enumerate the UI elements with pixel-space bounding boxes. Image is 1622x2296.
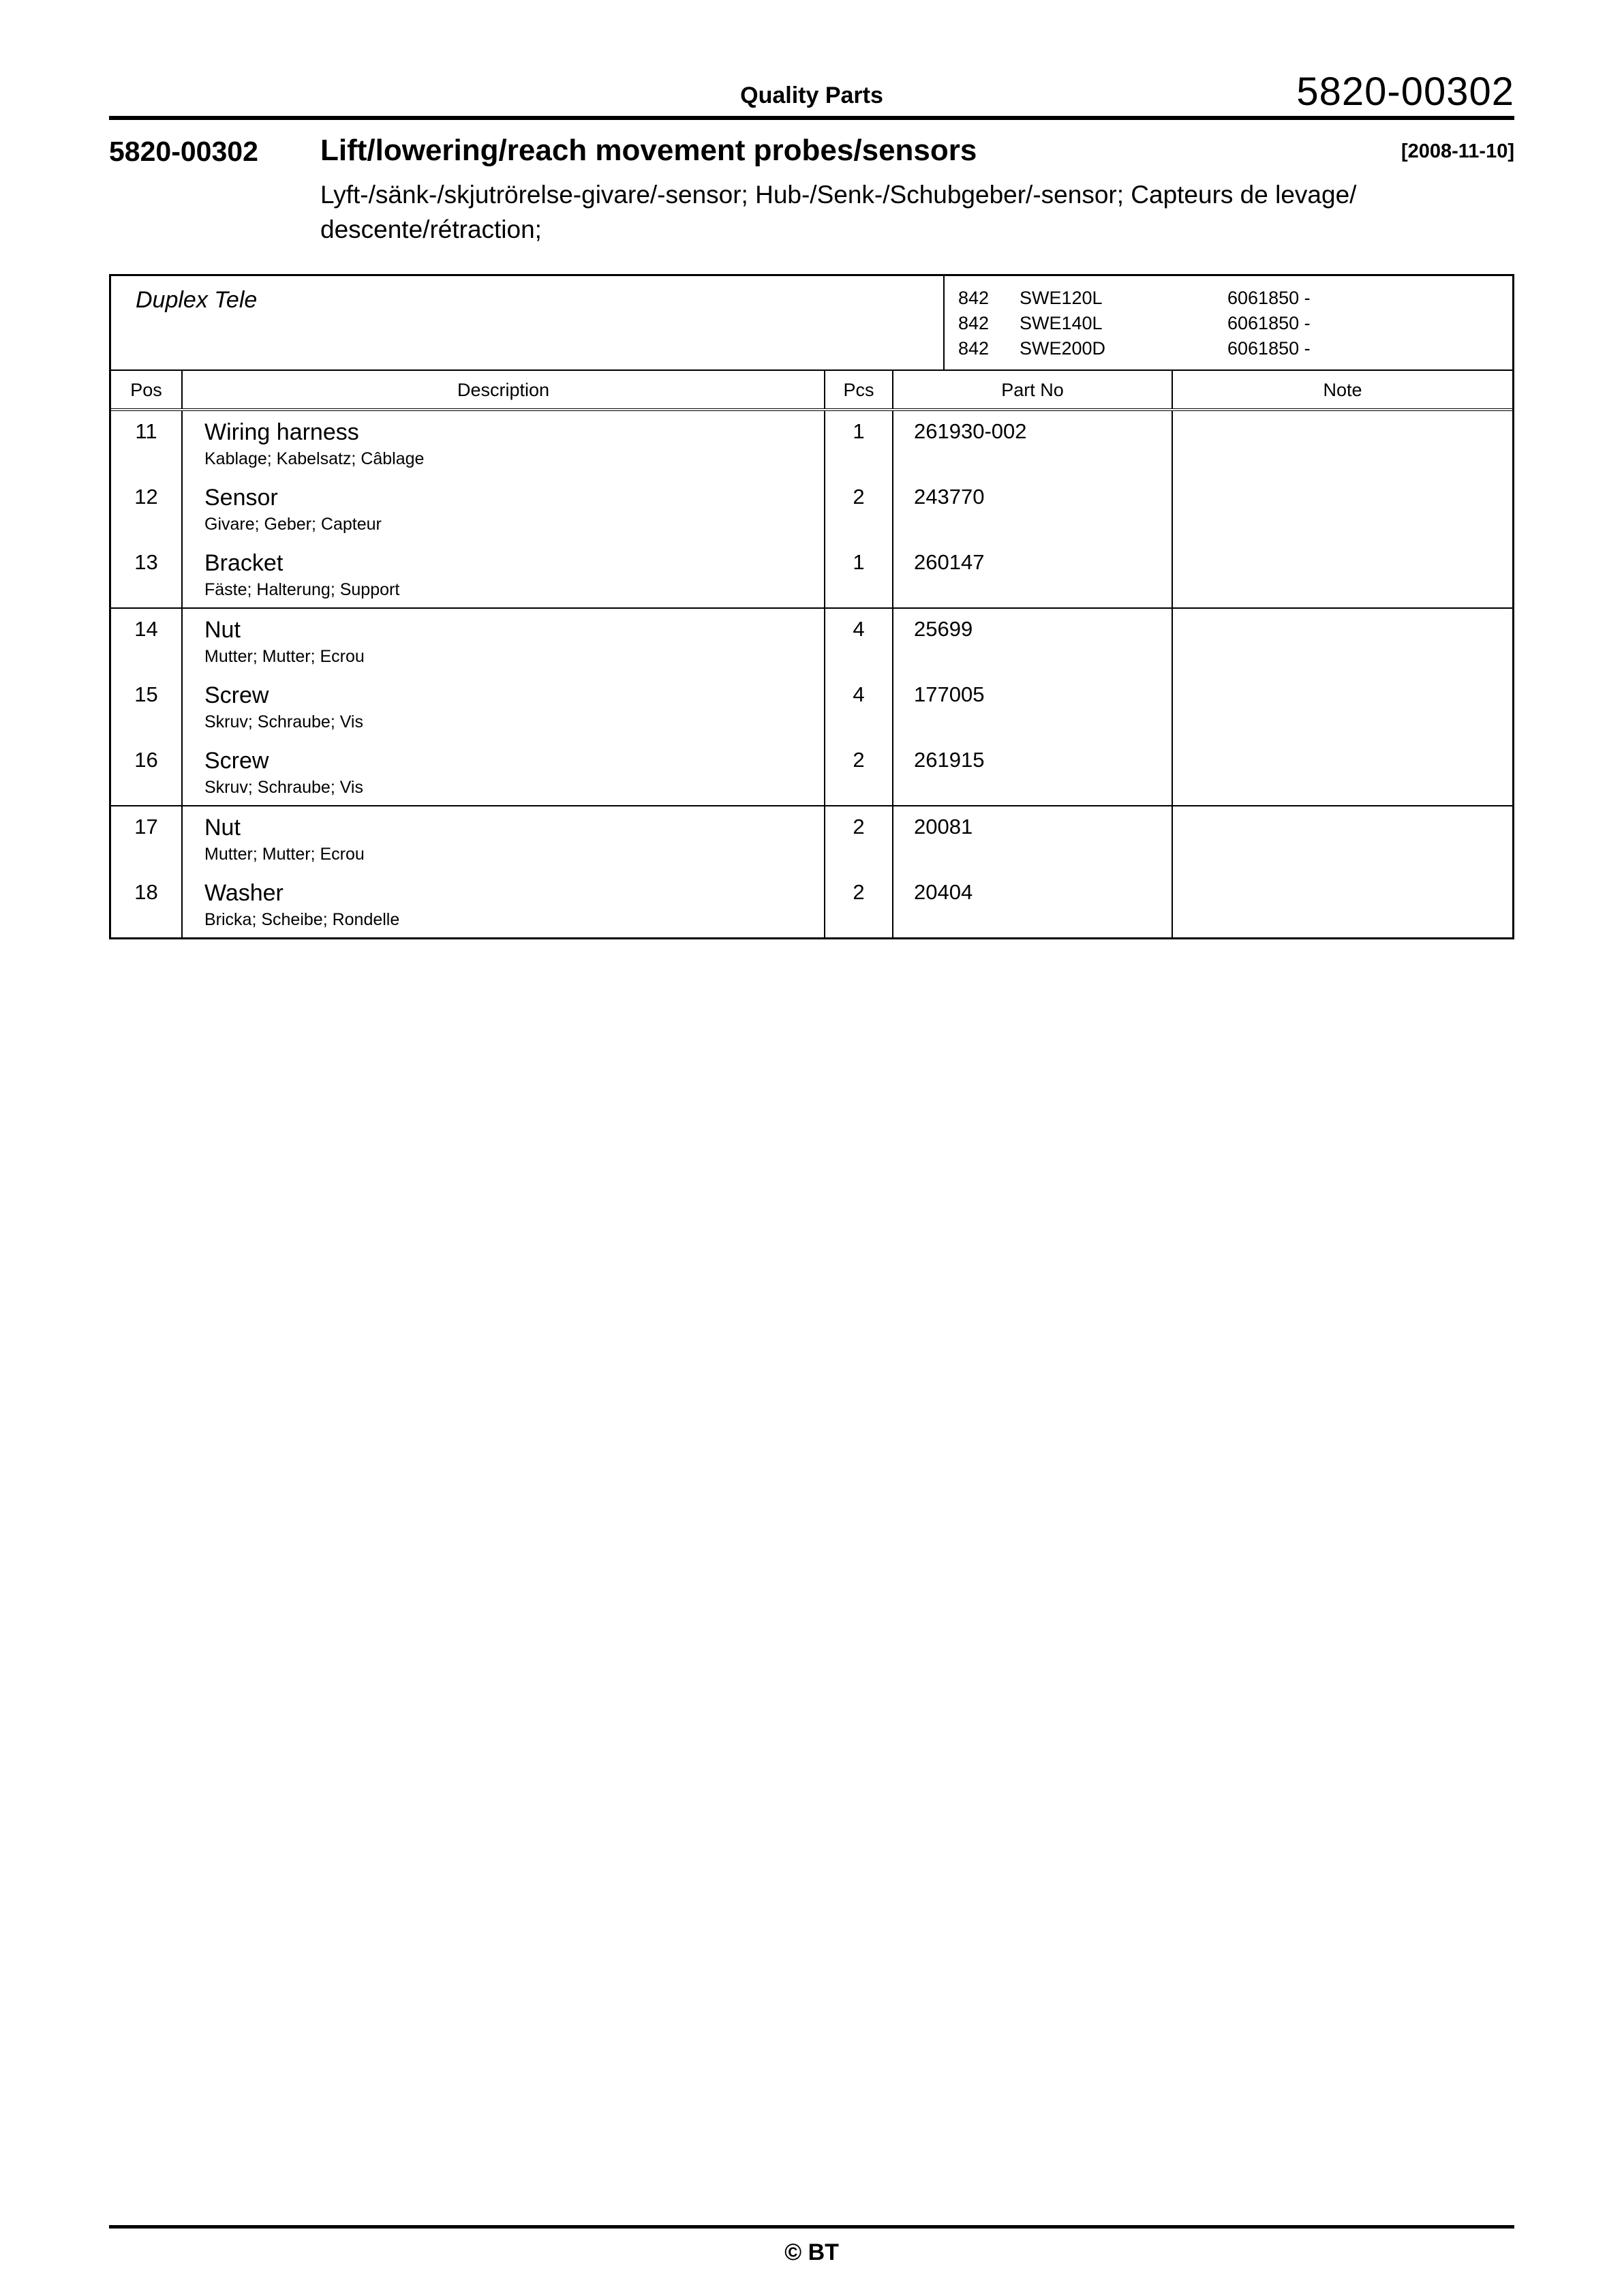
description-text: Wiring harness [204, 419, 359, 446]
title-row [320, 134, 1514, 168]
column-header-description: Description [183, 371, 825, 408]
description-translations: Fäste; Halterung; Support [204, 580, 400, 600]
model-applicability-box [111, 276, 1512, 371]
model-code: 842 [958, 338, 990, 359]
pos-cell: 15 [111, 674, 183, 740]
part-no-cell: 261930-002 [893, 411, 1173, 477]
part-no-cell: 20081 [893, 806, 1173, 872]
pcs-cell: 2 [825, 477, 893, 542]
table-row [111, 609, 1512, 674]
description-text: Screw [204, 682, 269, 709]
description-translations: Mutter; Mutter; Ecrou [204, 647, 365, 667]
header-rule [109, 116, 1514, 120]
description-text: Nut [204, 617, 241, 644]
brand-title: Quality Parts [740, 82, 883, 108]
model-serial-range: 6061850 - [1227, 313, 1311, 334]
note-cell [1173, 609, 1512, 674]
pos-cell: 18 [111, 872, 183, 937]
table-row [111, 872, 1512, 937]
table-row [111, 542, 1512, 607]
part-no-cell: 260147 [893, 542, 1173, 607]
description-cell [183, 740, 825, 805]
note-cell [1173, 411, 1512, 477]
description-cell [183, 609, 825, 674]
pcs-cell: 2 [825, 806, 893, 872]
note-cell [1173, 674, 1512, 740]
description-translations: Skruv; Schraube; Vis [204, 778, 363, 798]
description-cell [183, 806, 825, 872]
pcs-cell: 2 [825, 740, 893, 805]
table-group [111, 411, 1512, 609]
model-serial-range: 6061850 - [1227, 338, 1311, 359]
table-header-row [111, 371, 1512, 411]
pos-cell: 17 [111, 806, 183, 872]
description-translations: Bricka; Scheibe; Rondelle [204, 910, 400, 930]
column-header-part-no: Part No [893, 371, 1173, 408]
section-doc-number: 5820-00302 [109, 136, 258, 167]
model-row [958, 336, 1512, 361]
revision-date: [2008-11-10] [1401, 140, 1514, 162]
header-doc-number: 5820-00302 [1296, 70, 1514, 114]
part-no-cell: 261915 [893, 740, 1173, 805]
pcs-cell: 4 [825, 609, 893, 674]
description-cell [183, 411, 825, 477]
table-row [111, 477, 1512, 542]
title-block [109, 134, 1514, 247]
description-translations: Mutter; Mutter; Ecrou [204, 845, 365, 864]
table-group [111, 609, 1512, 806]
page-content [109, 0, 1514, 939]
model-serial-range: 6061850 - [1227, 288, 1311, 309]
page-subtitle [320, 177, 1514, 247]
pos-cell: 11 [111, 411, 183, 477]
table-body [111, 411, 1512, 937]
table-row [111, 806, 1512, 872]
description-cell [183, 542, 825, 607]
model-designation: SWE140L [1020, 313, 1103, 334]
description-text: Sensor [204, 485, 278, 511]
table-row [111, 674, 1512, 740]
description-translations: Givare; Geber; Capteur [204, 515, 382, 534]
column-header-pcs: Pcs [825, 371, 893, 408]
pos-cell: 16 [111, 740, 183, 805]
model-row [958, 286, 1512, 311]
column-header-note: Note [1323, 380, 1362, 401]
table-row [111, 411, 1512, 477]
subtitle-line-1: Lyft-/sänk-/skjutrörelse-givare/-sensor; Hub-/Senk-/Schubgeber/-sensor; Capteurs de levage/ [320, 181, 1357, 209]
description-text: Nut [204, 815, 241, 841]
part-no-cell: 243770 [893, 477, 1173, 542]
page-title: Lift/lowering/reach movement probes/sensors [320, 134, 977, 167]
page-footer [109, 2225, 1514, 2266]
column-header-pos: Pos [111, 371, 183, 408]
table-row [111, 740, 1512, 805]
description-translations: Skruv; Schraube; Vis [204, 712, 363, 732]
footer-rule [109, 2225, 1514, 2229]
running-head [109, 0, 1514, 116]
description-cell [183, 674, 825, 740]
description-text: Bracket [204, 550, 284, 577]
pos-cell: 12 [111, 477, 183, 542]
pos-cell: 14 [111, 609, 183, 674]
pcs-cell: 1 [825, 411, 893, 477]
table-group [111, 806, 1512, 937]
note-cell [1173, 542, 1512, 607]
description-translations: Kablage; Kabelsatz; Câblage [204, 449, 425, 469]
part-no-cell: 177005 [893, 674, 1173, 740]
model-list [945, 276, 1512, 369]
model-designation: SWE120L [1020, 288, 1103, 309]
model-designation: SWE200D [1020, 338, 1106, 359]
description-text: Screw [204, 748, 269, 774]
model-row [958, 311, 1512, 336]
pcs-cell: 2 [825, 872, 893, 937]
part-no-cell: 25699 [893, 609, 1173, 674]
parts-table [109, 274, 1514, 939]
pos-cell: 13 [111, 542, 183, 607]
pcs-cell: 1 [825, 542, 893, 607]
note-cell [1173, 740, 1512, 805]
subtitle-line-2: descente/rétraction; [320, 215, 542, 244]
description-text: Washer [204, 880, 284, 907]
description-cell [183, 872, 825, 937]
note-cell [1173, 872, 1512, 937]
copyright-notice: © BT [784, 2239, 839, 2265]
note-cell [1173, 477, 1512, 542]
part-no-cell: 20404 [893, 872, 1173, 937]
model-code: 842 [958, 288, 990, 309]
pcs-cell: 4 [825, 674, 893, 740]
model-series-name: Duplex Tele [111, 276, 945, 369]
title-main [320, 134, 1514, 247]
note-cell [1173, 806, 1512, 872]
model-code: 842 [958, 313, 990, 334]
description-cell [183, 477, 825, 542]
